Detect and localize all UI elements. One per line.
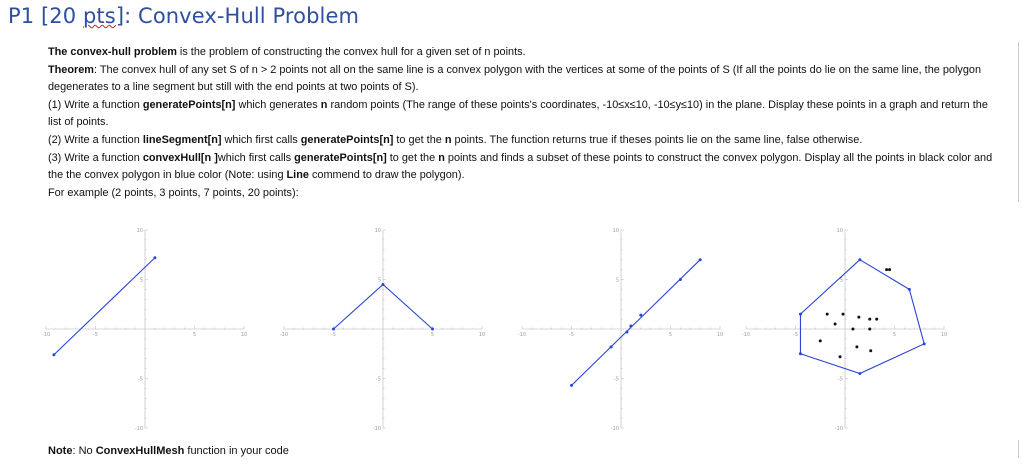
right-border-bottom bbox=[1018, 440, 1019, 458]
part-1: (1) Write a function generatePoints[n] which generates n random points (The range of these points's coordinates, -10≤x≤10, -10≤y≤10) in the plane. Display these points in a graph and return the list of points. bbox=[48, 98, 988, 129]
data-point bbox=[679, 278, 682, 281]
x-tick-label: -5 bbox=[793, 332, 798, 338]
example-caption: For example (2 points, 3 points, 7 points, 20 points): bbox=[48, 186, 299, 199]
y-tick-label: 5 bbox=[839, 277, 843, 284]
data-point bbox=[799, 352, 802, 355]
theorem-paragraph: Theorem: The convex hull of any set S of n > 2 points not all on the same line is a convex polygon with the vertices at some of the points of S (If all the points do lie on the same line, the polygon degenerates to a line segment but still with the end points at two points of S). bbox=[48, 63, 981, 94]
part-2: (2) Write a function lineSegment[n] which first calls generatePoints[n] to get the n points. The function returns true if theses points lie on the same line, false otherwise. bbox=[48, 133, 863, 146]
data-point bbox=[834, 323, 837, 326]
data-point bbox=[819, 339, 822, 342]
y-tick-label: 10 bbox=[374, 228, 381, 234]
x-tick-label: 10 bbox=[716, 332, 724, 338]
y-tick-label: -10 bbox=[372, 426, 381, 432]
y-tick-label: -5 bbox=[376, 376, 381, 383]
data-point bbox=[885, 268, 888, 271]
data-point bbox=[699, 258, 702, 261]
data-point bbox=[639, 314, 642, 317]
problem-description bbox=[48, 44, 998, 202]
data-point bbox=[888, 268, 891, 271]
x-tick-label: 5 bbox=[430, 332, 435, 338]
part-3: (3) Write a function convexHull[n ]which first calls generatePoints[n] to get the n points and finds a subset of these points to construct the convex polygon. Display all the points in black color and the the convex polygon in blue color (Note: using Line commend to draw the polygon). bbox=[48, 151, 993, 182]
data-point bbox=[857, 316, 860, 319]
data-point bbox=[52, 353, 55, 356]
spellcheck-word: pts bbox=[83, 4, 116, 28]
plot-20-points bbox=[740, 224, 950, 434]
y-tick-label: 10 bbox=[612, 228, 619, 234]
convex-hull-polygon bbox=[800, 260, 924, 374]
y-tick-label: -10 bbox=[610, 426, 619, 432]
x-tick-label: 5 bbox=[192, 332, 197, 338]
data-point bbox=[868, 328, 871, 331]
page-title: P1 [20 pts]: Convex-Hull Problem bbox=[8, 4, 360, 28]
x-tick-label: -10 bbox=[517, 332, 527, 338]
data-point bbox=[382, 283, 385, 286]
intro-paragraph: The convex-hull problem is the problem of constructing the convex hull for a given set of n points. bbox=[48, 46, 526, 58]
data-point bbox=[858, 258, 861, 261]
note-line: Note: No ConvexHullMesh function in your code bbox=[48, 445, 289, 457]
data-point bbox=[923, 342, 926, 345]
plot-3-points bbox=[278, 224, 488, 434]
y-tick-label: 10 bbox=[136, 228, 143, 234]
x-tick-label: 5 bbox=[892, 332, 897, 338]
x-tick-label: 5 bbox=[668, 332, 673, 338]
data-point bbox=[826, 313, 829, 316]
x-tick-label: -10 bbox=[741, 332, 751, 338]
x-tick-label: -5 bbox=[93, 332, 98, 338]
x-tick-label: -10 bbox=[41, 332, 51, 338]
x-tick-label: 10 bbox=[240, 332, 248, 338]
data-point bbox=[570, 384, 573, 387]
data-point bbox=[332, 328, 335, 331]
data-point bbox=[855, 345, 858, 348]
y-tick-label: -5 bbox=[614, 376, 619, 383]
y-tick-label: 10 bbox=[836, 228, 843, 234]
data-point bbox=[858, 372, 861, 375]
x-tick-label: -10 bbox=[279, 332, 289, 338]
x-tick-label: -5 bbox=[569, 332, 574, 338]
data-point bbox=[431, 328, 434, 331]
y-tick-label: -10 bbox=[134, 426, 143, 432]
right-border-top bbox=[1018, 42, 1019, 202]
x-tick-label: 10 bbox=[478, 332, 486, 338]
series-line bbox=[54, 258, 155, 355]
x-tick-label: 10 bbox=[940, 332, 948, 338]
data-point bbox=[839, 355, 842, 358]
data-point bbox=[868, 318, 871, 321]
y-tick-label: 5 bbox=[139, 277, 143, 284]
plot-2-points bbox=[40, 224, 250, 434]
y-tick-label: -5 bbox=[138, 376, 143, 383]
data-point bbox=[153, 256, 156, 259]
data-point bbox=[610, 345, 613, 348]
data-point bbox=[875, 318, 878, 321]
data-point bbox=[851, 328, 854, 331]
data-point bbox=[842, 313, 845, 316]
x-tick-label: -5 bbox=[331, 332, 336, 338]
data-point bbox=[629, 325, 632, 328]
y-tick-label: -10 bbox=[834, 426, 843, 432]
example-plots bbox=[40, 224, 980, 434]
data-point bbox=[908, 288, 911, 291]
data-point bbox=[625, 330, 628, 333]
y-tick-label: 5 bbox=[377, 277, 381, 284]
y-tick-label: 5 bbox=[615, 277, 619, 284]
data-point bbox=[869, 349, 872, 352]
plot-7-points bbox=[516, 224, 726, 434]
y-tick-label: -5 bbox=[838, 376, 843, 383]
data-point bbox=[799, 313, 802, 316]
